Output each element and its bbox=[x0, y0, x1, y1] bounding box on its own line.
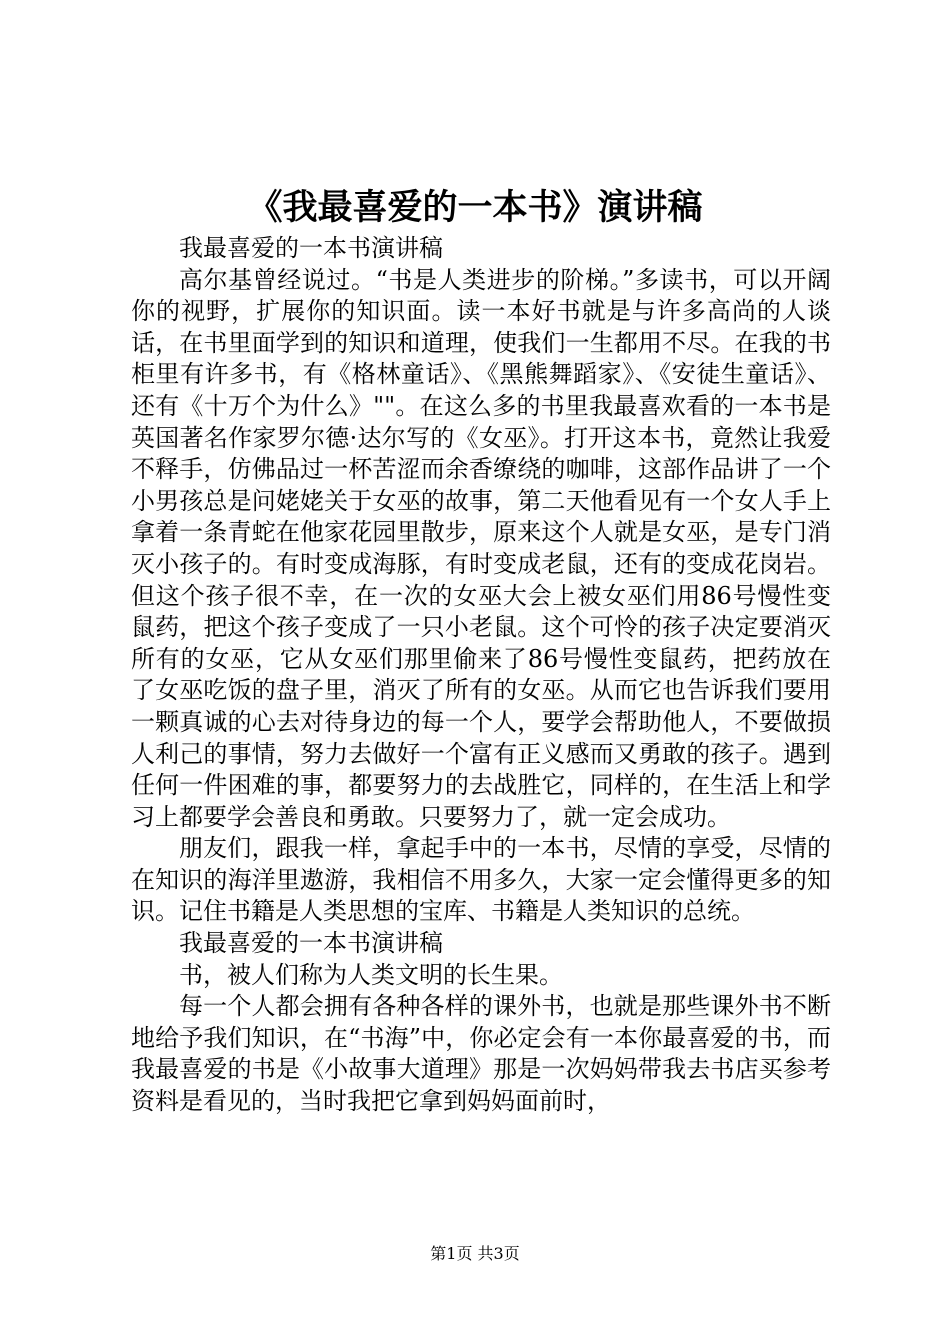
paragraph: 每一个人都会拥有各种各样的课外书，也就是那些课外书不断地给予我们知识，在“书海”中，你必定会有一本你最喜爱的书，而我最喜爱的书是《小故事大道理》那是一次妈妈带我去书店买参考资料是看见的，当时我把它拿到妈妈面前时， bbox=[131, 992, 831, 1116]
paragraph: 我最喜爱的一本书演讲稿 bbox=[179, 234, 443, 262]
paragraph: 书，被人们称为人类文明的长生果。 bbox=[179, 960, 563, 989]
page-footer bbox=[0, 1243, 950, 1265]
paragraph: 高尔基曾经说过。“书是人类进步的阶梯。”多读书，可以开阔你的视野，扩展你的知识面。读一本好书就是与许多高尚的人谈话，在书里面学到的知识和道理，使我们一生都用不尽。在我的书柜里有许多书，有《格林童话》、《黑熊舞蹈家》、《安徒生童话》、还有《十万个为什么》""。在这么多的书里我最喜欢看的一本书是英国著名作家罗尔德·达尔写的《女巫》。打开这本书，竟然让我爱不释手，仿佛品过一杯苦涩而余香缭绕的咖啡，这部作品讲了一个小男孩总是问姥姥关于女巫的故事，第二天他看见有一个女人手上拿着一条青蛇在他家花园里散步，原来这个人就是女巫，是专门消灭小孩子的。有时变成海豚，有时变成老鼠，还有的变成花岗岩。但这个孩子很不幸，在一次的女巫大会上被女巫们用86号慢性变鼠药，把这个孩子变成了一只小老鼠。这个可怜的孩子决定要消灭所有的女巫，它从女巫们那里偷来了86号慢性变鼠药，把药放在了女巫吃饭的盘子里，消灭了所有的女巫。从而它也告诉我们要用一颗真诚的心去对待身边的每一个人，要学会帮助他人，不要做损人利己的事情，努力去做好一个富有正义感而又勇敢的孩子。遇到任何一件困难的事，都要努力的去战胜它，同样的，在生活上和学习上都要学会善良和勇敢。只要努力了，就一定会成功。 bbox=[131, 265, 831, 831]
paragraph: 我最喜爱的一本书演讲稿 bbox=[179, 929, 443, 958]
document-body bbox=[131, 233, 831, 1118]
paragraph: 朋友们，跟我一样，拿起手中的一本书，尽情的享受，尽情的在知识的海洋里遨游，我相信不用多久，大家一定会懂得更多的知识。记住书籍是人类思想的宝库、书籍是人类知识的总统。 bbox=[131, 834, 831, 926]
page-indicator: 第1页 共3页 bbox=[430, 1244, 520, 1263]
document-title: 《我最喜爱的一本书》演讲稿 bbox=[247, 187, 703, 228]
